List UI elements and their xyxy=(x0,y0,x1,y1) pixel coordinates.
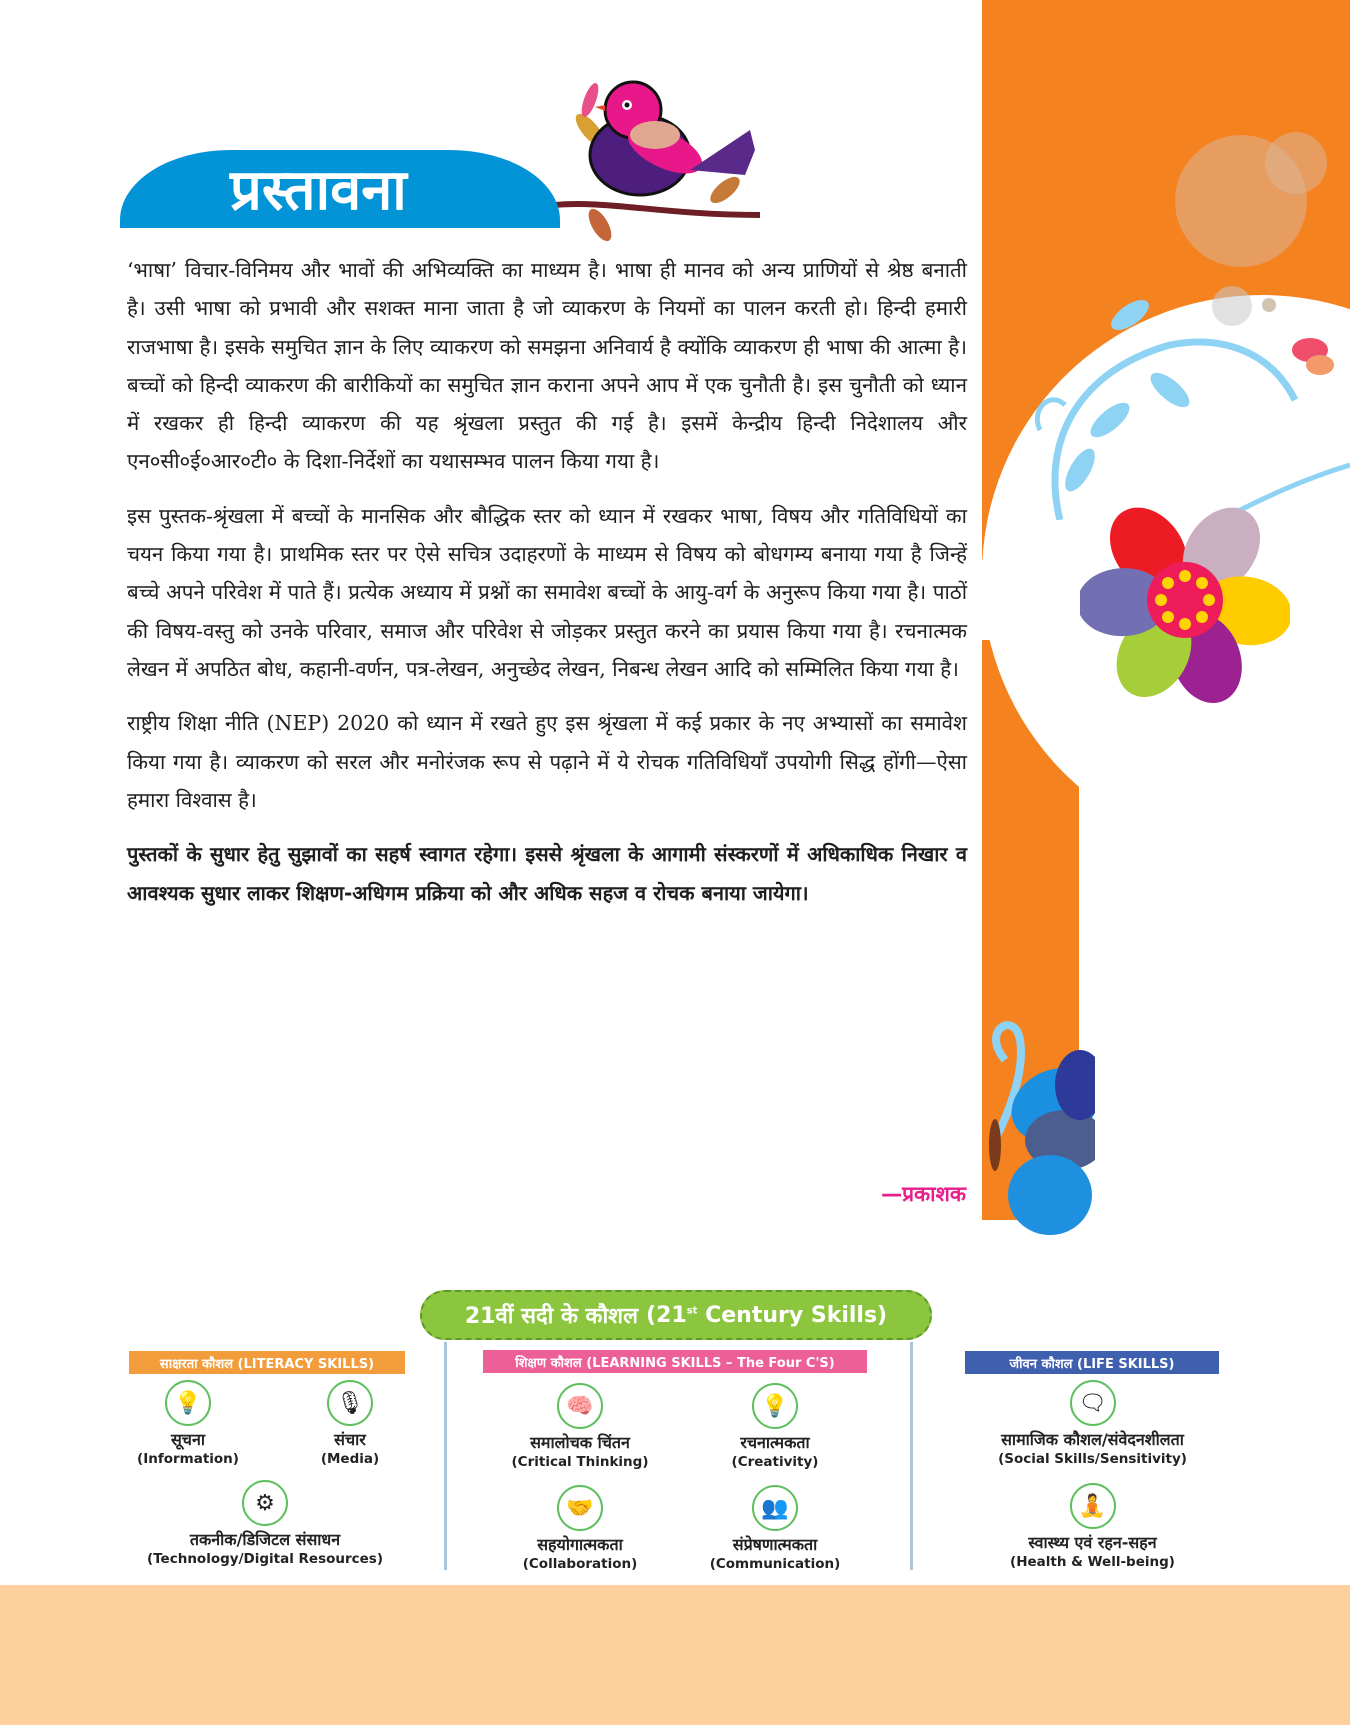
microphone-icon: 🎙 xyxy=(327,1380,373,1426)
skill-information: 💡 सूचना (Information) xyxy=(128,1380,248,1468)
vine-icon xyxy=(1020,290,1350,520)
preface-body xyxy=(127,251,967,928)
section-divider xyxy=(910,1342,913,1570)
paragraph-series: इस पुस्तक-श्रृंखला में बच्चों के मानसिक और बौद्धिक स्तर को ध्यान में रखकर भाषा, विषय और गतिविधियों का चयन किया गया है। प्राथमिक स्तर पर ऐसे सचित्र उदाहरणों के माध्यम से विषय को बोधगम्य बनाया गया है जिन्हें बच्चे अपने परिवेश में पाते हैं। प्रत्येक अध्याय में प्रश्नों का समावेश बच्चों के आयु-वर्ग के अनुरूप किया गया है। पाठों की विषय-वस्तु को उनके परिवार, समाज और परिवेश से जोड़कर प्रस्तुत करने का प्रयास किया गया है। रचनात्मक लेखन में अपठित बोध, कहानी-वर्णन, पत्र-लेखन, अनुच्छेद लेखन, निबन्ध लेखन आदि को सम्मिलित किया गया है। xyxy=(127,503,967,681)
group-chat-icon: 👥 xyxy=(752,1485,798,1531)
butterfly-icon xyxy=(985,1010,1095,1250)
bird-icon xyxy=(545,75,765,250)
footer-band xyxy=(0,1585,1350,1725)
flower-icon xyxy=(1080,495,1290,705)
bubble-decoration xyxy=(1265,132,1327,194)
bulb-icon: 💡 xyxy=(752,1383,798,1429)
social-person-icon: 🗨 xyxy=(1070,1380,1116,1426)
meditation-icon: 🧘 xyxy=(1070,1483,1116,1529)
head-blocks-icon: 🧠 xyxy=(557,1383,603,1429)
skill-critical-thinking: 🧠 समालोचक चिंतन (Critical Thinking) xyxy=(495,1383,665,1471)
page-title: प्रस्तावना xyxy=(230,158,407,223)
lightbulb-book-icon: 💡 xyxy=(165,1380,211,1426)
learning-skills-label: शिक्षण कौशल (LEARNING SKILLS – The Four C'S) xyxy=(483,1350,867,1373)
life-skills-label: जीवन कौशल (LIFE SKILLS) xyxy=(965,1351,1219,1374)
paragraph-suggestions: पुस्तकों के सुधार हेतु सुझावों का सहर्ष स्वागत रहेगा। इससे श्रृंखला के आगामी संस्करणों में अधिकाधिक निखार व आवश्यक सुधार लाकर शिक्षण-अधिगम प्रक्रिया को और अधिक सहज व रोचक बनाया जायेगा। xyxy=(127,842,967,905)
publisher-signature: —प्रकाशक xyxy=(881,1182,966,1206)
skill-creativity: 💡 रचनात्मकता (Creativity) xyxy=(690,1383,860,1471)
skill-collaboration: 🤝 सहयोगात्मकता (Collaboration) xyxy=(495,1485,665,1573)
white-mask xyxy=(1079,640,1350,1220)
skill-media: 🎙 संचार (Media) xyxy=(290,1380,410,1468)
handshake-icon: 🤝 xyxy=(557,1485,603,1531)
skill-health: 🧘 स्वास्थ्य एवं रहन-सहन (Health & Well-being) xyxy=(960,1483,1225,1571)
paragraph-intro: ‘भाषा’ विचार-विनिमय और भावों की अभिव्यक्ति का माध्यम है। भाषा ही मानव को अन्य प्राणियों से श्रेष्ठ बनाती है। उसी भाषा को प्रभावी और सशक्त माना जाता है जो व्याकरण के नियमों का पालन करती हो। हिन्दी हमारी राजभाषा है। इसके समुचित ज्ञान के लिए व्याकरण को समझना अनिवार्य है क्योंकि व्याकरण ही भाषा की आत्मा है। बच्चों को हिन्दी व्याकरण की बारीकियों का समुचित ज्ञान कराना अपने आप में एक चुनौती है। इस चुनौती को ध्यान में रखकर ही हिन्दी व्याकरण की यह श्रृंखला प्रस्तुत की गई है। इसमें केन्द्रीय हिन्दी निदेशालय और एन०सी०ई०आर०टी० के दिशा-निर्देशों का यथासम्भव पालन किया गया है। xyxy=(127,258,967,474)
skill-communication: 👥 संप्रेषणात्मकता (Communication) xyxy=(690,1485,860,1573)
skills-heading-english: (21st Century Skills) xyxy=(646,1302,888,1328)
section-divider xyxy=(444,1342,447,1570)
skills-heading xyxy=(420,1290,932,1340)
gear-circuit-icon: ⚙ xyxy=(242,1480,288,1526)
literacy-skills-label: साक्षरता कौशल (LITERACY SKILLS) xyxy=(129,1351,405,1374)
skill-social: 🗨 सामाजिक कौशल/संवेदनशीलता (Social Skills/Sensitivity) xyxy=(960,1380,1225,1468)
skills-heading-hindi: 21वीं सदी के कौशल xyxy=(464,1304,639,1329)
paragraph-nep: राष्ट्रीय शिक्षा नीति (NEP) 2020 को ध्यान में रखते हुए इस श्रृंखला में कई प्रकार के नए अभ्यासों का समावेश किया गया है। व्याकरण को सरल और मनोरंजक रूप से पढ़ाने में ये रोचक गतिविधियाँ उपयोगी सिद्ध होंगी—ऐसा हमारा विश्वास है। xyxy=(127,711,967,812)
skill-technology: ⚙ तकनीक/डिजिटल संसाधन (Technology/Digital Resources) xyxy=(130,1480,400,1568)
